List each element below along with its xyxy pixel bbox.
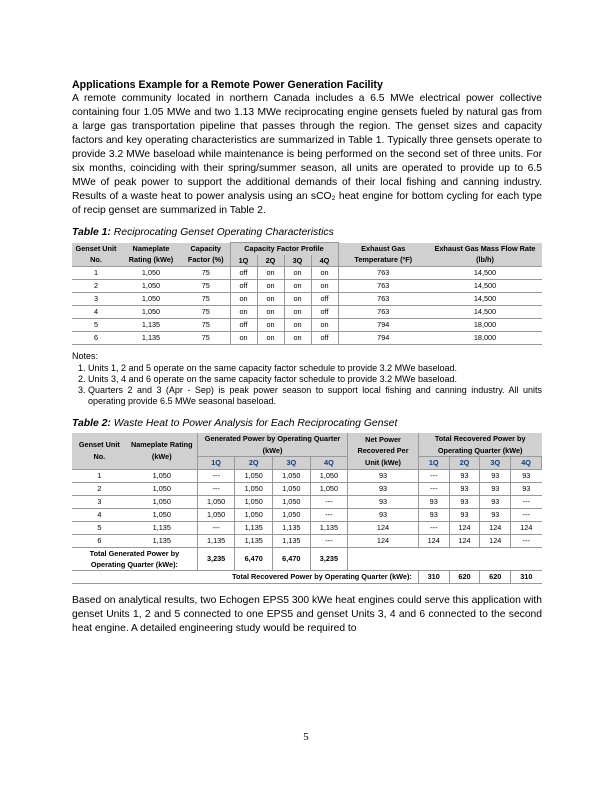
t2-cell: 93 <box>418 508 449 521</box>
t1-cell: 18,000 <box>428 332 542 345</box>
t1-cell: 763 <box>338 267 428 280</box>
t1-header-q2: 2Q <box>257 255 284 267</box>
table-row <box>72 521 542 534</box>
table2-caption <box>72 417 542 430</box>
table1-caption <box>72 226 542 239</box>
table-row <box>72 495 542 508</box>
note-item: 2. Units 3, 4 and 6 operate on the same capacity factor schedule to provide 3.2 MWe baseload. <box>88 374 542 385</box>
t2-cell: 1,050 <box>310 482 348 495</box>
t1-cell: 75 <box>182 267 230 280</box>
t2-cell: 1,135 <box>310 521 348 534</box>
t2-cell: 1,050 <box>273 495 311 508</box>
t1-cell: on <box>257 332 284 345</box>
t1-cell: 1,050 <box>120 280 182 293</box>
table-row <box>72 319 542 332</box>
t2-header-rating: Nameplate Rating (kWe) <box>127 433 198 469</box>
table1-caption-label: Table 1: <box>72 227 111 238</box>
total-generated-q2: 6,470 <box>235 547 273 570</box>
t1-cell: on <box>311 267 338 280</box>
t2-cell: 1,050 <box>127 495 198 508</box>
table1-caption-text: Reciprocating Genset Operating Characteristics <box>113 227 334 238</box>
t1-cell: 14,500 <box>428 293 542 306</box>
total-generated-q4: 3,235 <box>310 547 348 570</box>
t1-cell: 1,135 <box>120 319 182 332</box>
total-generated-row <box>72 547 542 570</box>
t1-header-q1: 1Q <box>230 255 257 267</box>
t2-header-gen-q2: 2Q <box>235 457 273 470</box>
t1-cell: on <box>284 306 311 319</box>
t2-cell: 1,050 <box>235 469 273 482</box>
t2-cell: 1,050 <box>197 508 235 521</box>
t2-header-rec-q2: 2Q <box>449 457 480 470</box>
t1-cell: off <box>311 332 338 345</box>
t1-cell: on <box>230 306 257 319</box>
table-row <box>72 469 542 482</box>
note-item: 1. Units 1, 2 and 5 operate on the same capacity factor schedule to provide 3.2 MWe baseload. <box>88 363 542 374</box>
t2-cell: --- <box>197 482 235 495</box>
t1-cell: off <box>311 306 338 319</box>
t2-cell: --- <box>418 521 449 534</box>
t1-cell: 75 <box>182 293 230 306</box>
t1-cell: 1 <box>72 267 120 280</box>
t2-cell: --- <box>197 469 235 482</box>
t1-cell: on <box>230 332 257 345</box>
t1-cell: 14,500 <box>428 280 542 293</box>
t1-cell: 75 <box>182 332 230 345</box>
t2-cell: --- <box>418 482 449 495</box>
t2-cell: 1,135 <box>197 534 235 547</box>
t1-cell: 14,500 <box>428 267 542 280</box>
t2-cell: 1,050 <box>310 469 348 482</box>
t2-header-recovered: Total Recovered Power by Operating Quarter (kWe) <box>418 433 541 457</box>
t2-header-net: Net Power Recovered Per Unit (kWe) <box>348 433 419 469</box>
t1-cell: 1,135 <box>120 332 182 345</box>
t2-cell: 1,050 <box>127 482 198 495</box>
t1-cell: on <box>284 332 311 345</box>
t2-cell: 124 <box>449 534 480 547</box>
t2-header-rec-q4: 4Q <box>511 457 542 470</box>
t1-cell: 75 <box>182 319 230 332</box>
t1-cell: 1,050 <box>120 293 182 306</box>
table-row <box>72 280 542 293</box>
t1-cell: 1,050 <box>120 306 182 319</box>
t2-cell: 1,050 <box>273 508 311 521</box>
t2-cell: 6 <box>72 534 127 547</box>
t2-header-gen-q3: 3Q <box>273 457 311 470</box>
t2-cell: 1,135 <box>273 534 311 547</box>
t1-cell: 794 <box>338 332 428 345</box>
total-generated-label: Total Generated Power by Operating Quarter (kWe): <box>72 547 197 570</box>
t2-cell: --- <box>511 495 542 508</box>
t1-cell: 6 <box>72 332 120 345</box>
intro-paragraph: A remote community located in northern Canada includes a 6.5 MWe electrical power collective containing four 1.05 MWe and two 1.13 MWe reciprocating engine gensets fueled by natural gas from a large gas transportation pipeline that passes through the region. The genset sizes and capacity factors and key operating characteristics are summarized in Table 1. Typically three gensets operate to provide 3.2 MWe baseload while maintenance is being performed on the second set of three units. For six months, coinciding with their spring/summer season, all units are operated to provide up to 6.5 MWe of peak power to support the additional demands of their local fishing and canning industry. Results of a waste heat to power analysis using an sCO₂ heat engine for bottom cycling for each type of recip genset are summarized in Table 2. <box>72 93 542 216</box>
t2-cell: --- <box>511 534 542 547</box>
t1-cell: on <box>257 293 284 306</box>
table2-caption-text: Waste Heat to Power Analysis for Each Reciprocating Genset <box>113 418 398 429</box>
t1-cell: on <box>257 319 284 332</box>
t2-cell: 1,050 <box>273 469 311 482</box>
note-item: 3. Quarters 2 and 3 (Apr - Sep) is peak power season to support local fishing and canning industry. All units operating provide 6.5 MWe seasonal baseload. <box>88 385 542 407</box>
total-recovered-label: Total Recovered Power by Operating Quarter (kWe): <box>72 570 418 583</box>
t1-cell: on <box>257 280 284 293</box>
t1-header-cf-profile: Capacity Factor Profile <box>230 243 338 255</box>
table-row <box>72 534 542 547</box>
t2-cell: 124 <box>348 534 419 547</box>
t2-cell: 93 <box>348 508 419 521</box>
t2-header-generated: Generated Power by Operating Quarter (kWe) <box>197 433 347 457</box>
t2-header-gen-q4: 4Q <box>310 457 348 470</box>
t2-cell: 124 <box>449 521 480 534</box>
t2-cell: --- <box>511 508 542 521</box>
t2-cell: 93 <box>449 495 480 508</box>
total-recovered-q1: 310 <box>418 570 449 583</box>
table-row <box>72 293 542 306</box>
t1-cell: 3 <box>72 293 120 306</box>
t1-cell: 763 <box>338 280 428 293</box>
t2-cell: 1,135 <box>235 521 273 534</box>
t2-cell: 124 <box>511 521 542 534</box>
t1-cell: on <box>284 293 311 306</box>
t1-cell: off <box>311 293 338 306</box>
t1-cell: on <box>257 267 284 280</box>
t1-cell: 14,500 <box>428 306 542 319</box>
t1-cell: 5 <box>72 319 120 332</box>
t1-cell: on <box>284 267 311 280</box>
t2-cell: 93 <box>348 495 419 508</box>
t2-cell: 1,050 <box>235 508 273 521</box>
t2-cell: 93 <box>418 495 449 508</box>
total-recovered-q2: 620 <box>449 570 480 583</box>
closing-paragraph: Based on analytical results, two Echogen EPS5 300 kWe heat engines could serve this application with genset Units 1, 2 and 5 connected to one EPS5 and genset Units 3, 4 and 6 connected to the second heat engine. A detailed engineering study would be required to <box>72 594 542 634</box>
t2-cell: 4 <box>72 508 127 521</box>
t1-cell: 794 <box>338 319 428 332</box>
t1-cell: on <box>230 293 257 306</box>
total-recovered-q3: 620 <box>480 570 511 583</box>
total-generated-q1: 3,235 <box>197 547 235 570</box>
t2-cell: 1,050 <box>127 508 198 521</box>
t2-cell: 93 <box>480 508 511 521</box>
section-heading: Applications Example for a Remote Power Generation Facility <box>72 79 383 91</box>
t2-header-gen-q1: 1Q <box>197 457 235 470</box>
t2-cell: 93 <box>449 469 480 482</box>
t2-cell: 93 <box>449 482 480 495</box>
t2-cell: 1,050 <box>235 482 273 495</box>
notes-title: Notes: <box>72 351 99 361</box>
t1-cell: 75 <box>182 280 230 293</box>
t2-cell: 93 <box>348 469 419 482</box>
total-generated-q3: 6,470 <box>273 547 311 570</box>
t2-header-rec-q3: 3Q <box>480 457 511 470</box>
t1-header-capacity: Capacity Factor (%) <box>182 243 230 267</box>
t1-header-flow: Exhaust Gas Mass Flow Rate (lb/h) <box>428 243 542 267</box>
t2-cell: 93 <box>480 482 511 495</box>
t1-header-unit: Genset Unit No. <box>72 243 120 267</box>
t2-header-unit: Genset Unit No. <box>72 433 127 469</box>
t2-cell: 3 <box>72 495 127 508</box>
t1-cell: off <box>230 280 257 293</box>
t2-cell: --- <box>310 508 348 521</box>
t2-cell: 1,135 <box>235 534 273 547</box>
table1-genset-characteristics <box>72 242 542 345</box>
t2-cell: 93 <box>480 495 511 508</box>
table-row <box>72 306 542 319</box>
t2-cell: 124 <box>480 534 511 547</box>
t2-cell: 1,135 <box>273 521 311 534</box>
t1-cell: 2 <box>72 280 120 293</box>
t1-header-q3: 3Q <box>284 255 311 267</box>
t1-header-rating: Nameplate Rating (kWe) <box>120 243 182 267</box>
t2-cell: 93 <box>511 469 542 482</box>
t2-cell: 124 <box>418 534 449 547</box>
t2-cell: 1,135 <box>127 521 198 534</box>
t2-cell: 5 <box>72 521 127 534</box>
t2-cell: 2 <box>72 482 127 495</box>
t1-header-temp: Exhaust Gas Temperature (ºF) <box>338 243 428 267</box>
t1-cell: 1,050 <box>120 267 182 280</box>
t1-cell: on <box>284 319 311 332</box>
t2-cell: 1,050 <box>273 482 311 495</box>
t2-cell: 93 <box>449 508 480 521</box>
t2-cell: 93 <box>480 469 511 482</box>
total-recovered-q4: 310 <box>511 570 542 583</box>
page-number: 5 <box>303 731 309 743</box>
t2-cell: --- <box>310 534 348 547</box>
table-row <box>72 482 542 495</box>
table-row <box>72 332 542 345</box>
t2-cell: 124 <box>480 521 511 534</box>
t2-cell: 93 <box>348 482 419 495</box>
table2-caption-label: Table 2: <box>72 418 111 429</box>
t1-header-q4: 4Q <box>311 255 338 267</box>
t2-cell: --- <box>418 469 449 482</box>
t1-cell: on <box>257 306 284 319</box>
t2-cell: 1 <box>72 469 127 482</box>
table2-waste-heat-analysis <box>72 433 542 584</box>
t2-cell: --- <box>197 521 235 534</box>
t2-cell: 1,050 <box>235 495 273 508</box>
t1-cell: off <box>230 267 257 280</box>
t2-cell: 1,050 <box>197 495 235 508</box>
t2-cell: 1,050 <box>127 469 198 482</box>
t1-cell: 763 <box>338 293 428 306</box>
notes-block <box>72 351 542 407</box>
t2-cell: 1,135 <box>127 534 198 547</box>
t1-cell: 4 <box>72 306 120 319</box>
t2-cell: --- <box>310 495 348 508</box>
t1-cell: off <box>230 319 257 332</box>
t1-cell: 18,000 <box>428 319 542 332</box>
t2-cell: 124 <box>348 521 419 534</box>
t1-cell: on <box>284 280 311 293</box>
t1-cell: on <box>311 280 338 293</box>
table-row <box>72 508 542 521</box>
table-row <box>72 267 542 280</box>
t1-cell: on <box>311 319 338 332</box>
document-page <box>72 78 542 636</box>
t2-header-rec-q1: 1Q <box>418 457 449 470</box>
t1-cell: 763 <box>338 306 428 319</box>
total-recovered-row <box>72 570 542 583</box>
t1-cell: 75 <box>182 306 230 319</box>
t2-cell: 93 <box>511 482 542 495</box>
